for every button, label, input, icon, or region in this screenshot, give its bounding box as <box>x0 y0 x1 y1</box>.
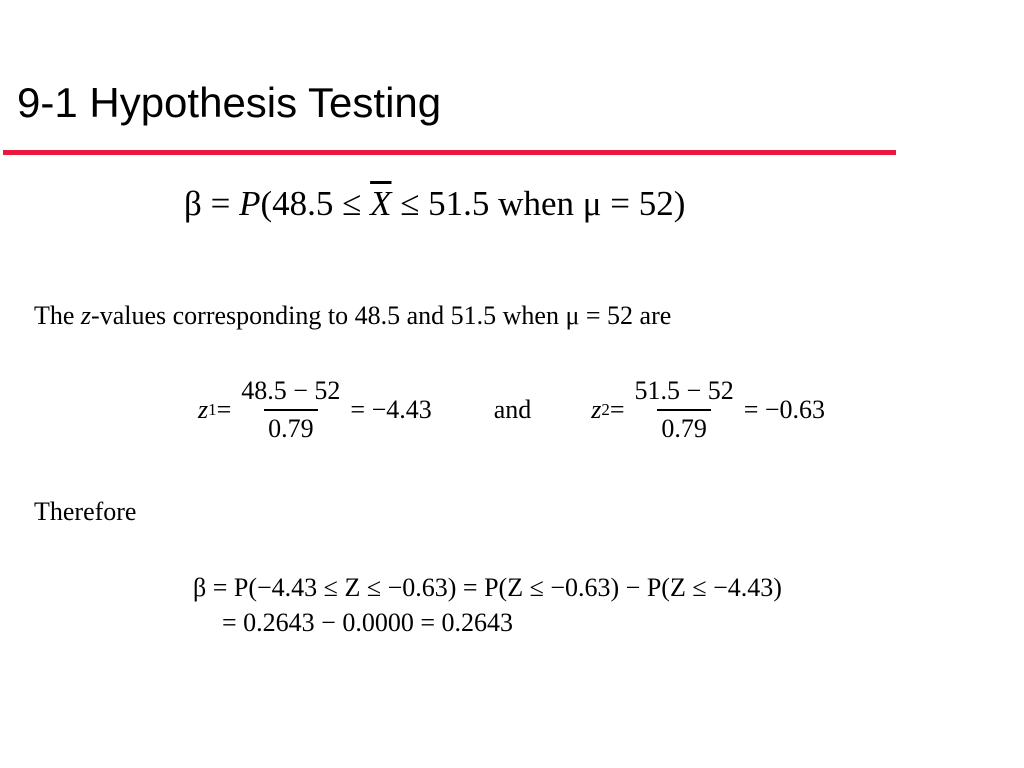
z2-result: = −0.63 <box>743 395 826 424</box>
beta-calculation-line-2: = 0.2643 − 0.0000 = 0.2643 <box>222 608 513 638</box>
z-values-sentence: The z-values corresponding to 48.5 and 51.5 when μ = 52 are <box>34 301 672 330</box>
upper-bound-clause: ≤ 51.5 when <box>391 184 583 223</box>
z2-numerator: 51.5 − 52 <box>634 376 734 405</box>
z2-fraction <box>631 376 738 444</box>
z1-denominator: 0.79 <box>264 409 318 444</box>
probability-symbol: P <box>239 184 261 223</box>
equals-sign: = <box>201 184 240 223</box>
z1-fraction <box>237 376 344 444</box>
and-word: and <box>493 395 532 424</box>
beta-definition-equation <box>184 183 685 225</box>
z2-equation: z 2 = $\frac{51.5 - 52}{0.79}$ = −0.63 <box>591 376 826 443</box>
lower-bound: (48.5 ≤ <box>260 184 371 223</box>
z2-denominator: 0.79 <box>657 409 711 444</box>
z-variable: z <box>80 301 92 330</box>
mu-value: = 52) <box>601 184 686 223</box>
z1-equation: z 1 = $\frac{48.5 - 52}{0.79}$ = −4.43 <box>198 376 432 443</box>
beta-symbol: β <box>184 184 202 223</box>
z1-numerator: 48.5 − 52 <box>241 376 341 405</box>
slide-title: 9-1 Hypothesis Testing <box>17 79 442 126</box>
mu-symbol: μ <box>582 184 602 223</box>
therefore-text: Therefore <box>34 497 137 526</box>
beta-calculation-line-1: β = P(−4.43 ≤ Z ≤ −0.63) = P(Z ≤ −0.63) − P(Z ≤ −4.43) <box>193 573 782 602</box>
z-values-equations <box>198 376 825 444</box>
beta-calculation <box>193 570 782 640</box>
sample-mean-symbol: $\overline{X}$ <box>370 184 392 223</box>
z1-result: = −4.43 <box>350 395 432 424</box>
title-divider <box>3 150 896 155</box>
